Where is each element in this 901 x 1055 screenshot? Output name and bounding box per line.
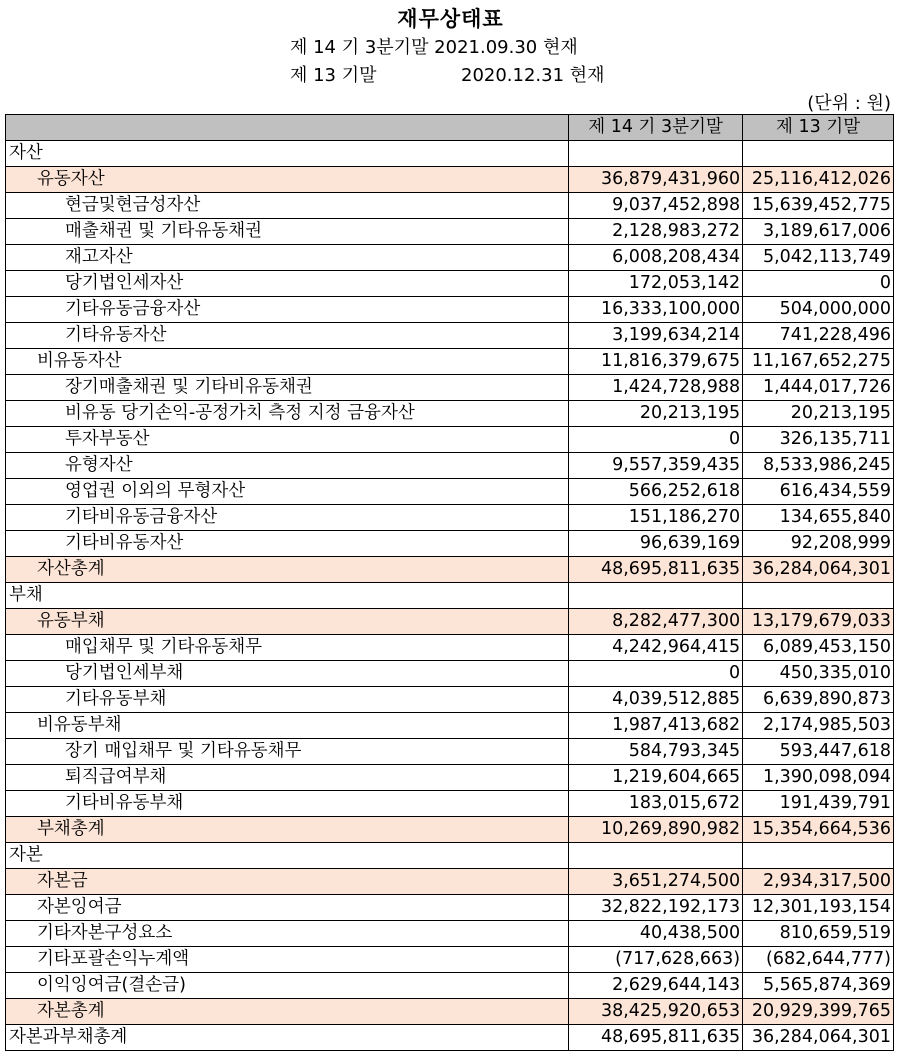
current-period-value xyxy=(568,583,742,609)
prior-period-value: 15,639,452,775 xyxy=(743,193,894,219)
row-label: 자본 xyxy=(6,843,569,869)
table-row xyxy=(6,375,894,401)
prior-period-value: 5,565,874,369 xyxy=(743,973,894,999)
prior-period-value: (682,644,777) xyxy=(743,947,894,973)
table-row xyxy=(6,219,894,245)
current-period-value: 8,282,477,300 xyxy=(568,609,742,635)
row-label: 기타유동부채 xyxy=(6,687,569,713)
table-row xyxy=(6,349,894,375)
current-period-value: 1,424,728,988 xyxy=(568,375,742,401)
statement-title: 재무상태표 xyxy=(397,7,504,31)
prior-period-value: 20,213,195 xyxy=(743,401,894,427)
row-label: 현금및현금성자산 xyxy=(6,193,569,219)
table-row xyxy=(6,167,894,193)
prior-period-value: 92,208,999 xyxy=(743,531,894,557)
row-label: 자본금 xyxy=(6,869,569,895)
prior-period-value: 741,228,496 xyxy=(743,323,894,349)
current-period-value: 2,128,983,272 xyxy=(568,219,742,245)
table-row xyxy=(6,297,894,323)
current-period-value: 40,438,500 xyxy=(568,921,742,947)
table-row xyxy=(6,921,894,947)
row-label: 기타포괄손익누계액 xyxy=(6,947,569,973)
current-period-value: 38,425,920,653 xyxy=(568,999,742,1025)
table-row xyxy=(6,193,894,219)
table-row xyxy=(6,661,894,687)
current-period-value: 48,695,811,635 xyxy=(568,557,742,583)
row-label: 부채 xyxy=(6,583,569,609)
prior-period-value: 3,189,617,006 xyxy=(743,219,894,245)
current-period-value: 566,252,618 xyxy=(568,479,742,505)
current-period-value: 2,629,644,143 xyxy=(568,973,742,999)
current-period-value: 9,557,359,435 xyxy=(568,453,742,479)
current-period-value: 32,822,192,173 xyxy=(568,895,742,921)
current-period-value xyxy=(568,843,742,869)
row-label: 유동부채 xyxy=(6,609,569,635)
table-row xyxy=(6,141,894,167)
balance-sheet-body xyxy=(6,115,894,1051)
row-label: 장기매출채권 및 기타비유동채권 xyxy=(6,375,569,401)
prior-period-value: 134,655,840 xyxy=(743,505,894,531)
prior-period-value: 8,533,986,245 xyxy=(743,453,894,479)
row-label: 자산 xyxy=(6,141,569,167)
row-label: 영업권 이외의 무형자산 xyxy=(6,479,569,505)
table-row xyxy=(6,427,894,453)
table-row xyxy=(6,245,894,271)
prior-period-value: 36,284,064,301 xyxy=(743,1025,894,1051)
row-label: 기타자본구성요소 xyxy=(6,921,569,947)
current-period-value: 172,053,142 xyxy=(568,271,742,297)
row-label: 당기법인세자산 xyxy=(6,271,569,297)
table-row xyxy=(6,323,894,349)
row-label: 부채총계 xyxy=(6,817,569,843)
table-row xyxy=(6,479,894,505)
current-period-value: 36,879,431,960 xyxy=(568,167,742,193)
row-label: 비유동부채 xyxy=(6,713,569,739)
table-row xyxy=(6,687,894,713)
prior-period-value: 593,447,618 xyxy=(743,739,894,765)
period-prior-date: 2020.12.31 현재 xyxy=(461,65,605,86)
table-row xyxy=(6,401,894,427)
row-label: 기타비유동부채 xyxy=(6,791,569,817)
prior-period-value: 191,439,791 xyxy=(743,791,894,817)
unit-label: (단위 : 원) xyxy=(807,93,891,114)
table-row xyxy=(6,895,894,921)
current-period-value: 4,242,964,415 xyxy=(568,635,742,661)
row-label: 재고자산 xyxy=(6,245,569,271)
current-period-value: 20,213,195 xyxy=(568,401,742,427)
prior-period-value: 15,354,664,536 xyxy=(743,817,894,843)
balance-sheet-table xyxy=(5,114,894,1051)
prior-period-value: 450,335,010 xyxy=(743,661,894,687)
current-period-value: 151,186,270 xyxy=(568,505,742,531)
prior-period-value: 25,116,412,026 xyxy=(743,167,894,193)
current-period-value: 11,816,379,675 xyxy=(568,349,742,375)
current-period-value: 0 xyxy=(568,427,742,453)
prior-period-value xyxy=(743,583,894,609)
row-label: 자본총계 xyxy=(6,999,569,1025)
prior-period-value: 12,301,193,154 xyxy=(743,895,894,921)
table-row xyxy=(6,557,894,583)
header-current-period: 제 14 기 3분기말 xyxy=(568,115,742,141)
prior-period-value: 5,042,113,749 xyxy=(743,245,894,271)
row-label: 유동자산 xyxy=(6,167,569,193)
table-row xyxy=(6,1025,894,1051)
prior-period-value: 6,639,890,873 xyxy=(743,687,894,713)
row-label: 매출채권 및 기타유동채권 xyxy=(6,219,569,245)
table-row xyxy=(6,973,894,999)
row-label: 기타비유동자산 xyxy=(6,531,569,557)
row-label: 이익잉여금(결손금) xyxy=(6,973,569,999)
prior-period-value: 13,179,679,033 xyxy=(743,609,894,635)
table-row xyxy=(6,713,894,739)
prior-period-value xyxy=(743,843,894,869)
row-label: 비유동 당기손익-공정가치 측정 지정 금융자산 xyxy=(6,401,569,427)
row-label: 기타비유동금융자산 xyxy=(6,505,569,531)
table-row xyxy=(6,817,894,843)
row-label: 매입채무 및 기타유동채무 xyxy=(6,635,569,661)
table-row xyxy=(6,531,894,557)
current-period-value: 3,199,634,214 xyxy=(568,323,742,349)
current-period-value: 1,987,413,682 xyxy=(568,713,742,739)
row-label: 유형자산 xyxy=(6,453,569,479)
table-row xyxy=(6,739,894,765)
current-period-value: 183,015,672 xyxy=(568,791,742,817)
table-row xyxy=(6,947,894,973)
current-period-value xyxy=(568,141,742,167)
row-label: 자본과부채총계 xyxy=(6,1025,569,1051)
current-period-value: 584,793,345 xyxy=(568,739,742,765)
current-period-value: 3,651,274,500 xyxy=(568,869,742,895)
table-row xyxy=(6,635,894,661)
row-label: 자본잉여금 xyxy=(6,895,569,921)
header-prior-period: 제 13 기말 xyxy=(743,115,894,141)
prior-period-value xyxy=(743,141,894,167)
current-period-value: 0 xyxy=(568,661,742,687)
table-row xyxy=(6,583,894,609)
prior-period-value: 20,929,399,765 xyxy=(743,999,894,1025)
table-row xyxy=(6,843,894,869)
table-row xyxy=(6,791,894,817)
prior-period-value: 11,167,652,275 xyxy=(743,349,894,375)
current-period-value: (717,628,663) xyxy=(568,947,742,973)
prior-period-value: 326,135,711 xyxy=(743,427,894,453)
table-row xyxy=(6,869,894,895)
row-label: 기타유동금융자산 xyxy=(6,297,569,323)
current-period-value: 48,695,811,635 xyxy=(568,1025,742,1051)
table-row xyxy=(6,999,894,1025)
table-row xyxy=(6,765,894,791)
row-label: 장기 매입채무 및 기타유동채무 xyxy=(6,739,569,765)
current-period-value: 10,269,890,982 xyxy=(568,817,742,843)
table-header-row xyxy=(6,115,894,141)
current-period-value: 1,219,604,665 xyxy=(568,765,742,791)
table-row xyxy=(6,505,894,531)
prior-period-value: 810,659,519 xyxy=(743,921,894,947)
row-label: 기타유동자산 xyxy=(6,323,569,349)
prior-period-value: 616,434,559 xyxy=(743,479,894,505)
prior-period-value: 36,284,064,301 xyxy=(743,557,894,583)
row-label: 자산총계 xyxy=(6,557,569,583)
table-row xyxy=(6,271,894,297)
prior-period-value: 2,934,317,500 xyxy=(743,869,894,895)
current-period-value: 4,039,512,885 xyxy=(568,687,742,713)
period-current: 제 14 기 3분기말 2021.09.30 현재 xyxy=(290,37,578,58)
prior-period-value: 504,000,000 xyxy=(743,297,894,323)
table-row xyxy=(6,609,894,635)
row-label: 퇴직급여부채 xyxy=(6,765,569,791)
prior-period-value: 6,089,453,150 xyxy=(743,635,894,661)
current-period-value: 96,639,169 xyxy=(568,531,742,557)
row-label: 비유동자산 xyxy=(6,349,569,375)
current-period-value: 16,333,100,000 xyxy=(568,297,742,323)
current-period-value: 9,037,452,898 xyxy=(568,193,742,219)
header-label-cell xyxy=(6,115,569,141)
row-label: 당기법인세부채 xyxy=(6,661,569,687)
row-label: 투자부동산 xyxy=(6,427,569,453)
current-period-value: 6,008,208,434 xyxy=(568,245,742,271)
prior-period-value: 1,390,098,094 xyxy=(743,765,894,791)
prior-period-value: 0 xyxy=(743,271,894,297)
prior-period-value: 1,444,017,726 xyxy=(743,375,894,401)
prior-period-value: 2,174,985,503 xyxy=(743,713,894,739)
table-row xyxy=(6,453,894,479)
period-prior-label: 제 13 기말 xyxy=(290,65,377,86)
